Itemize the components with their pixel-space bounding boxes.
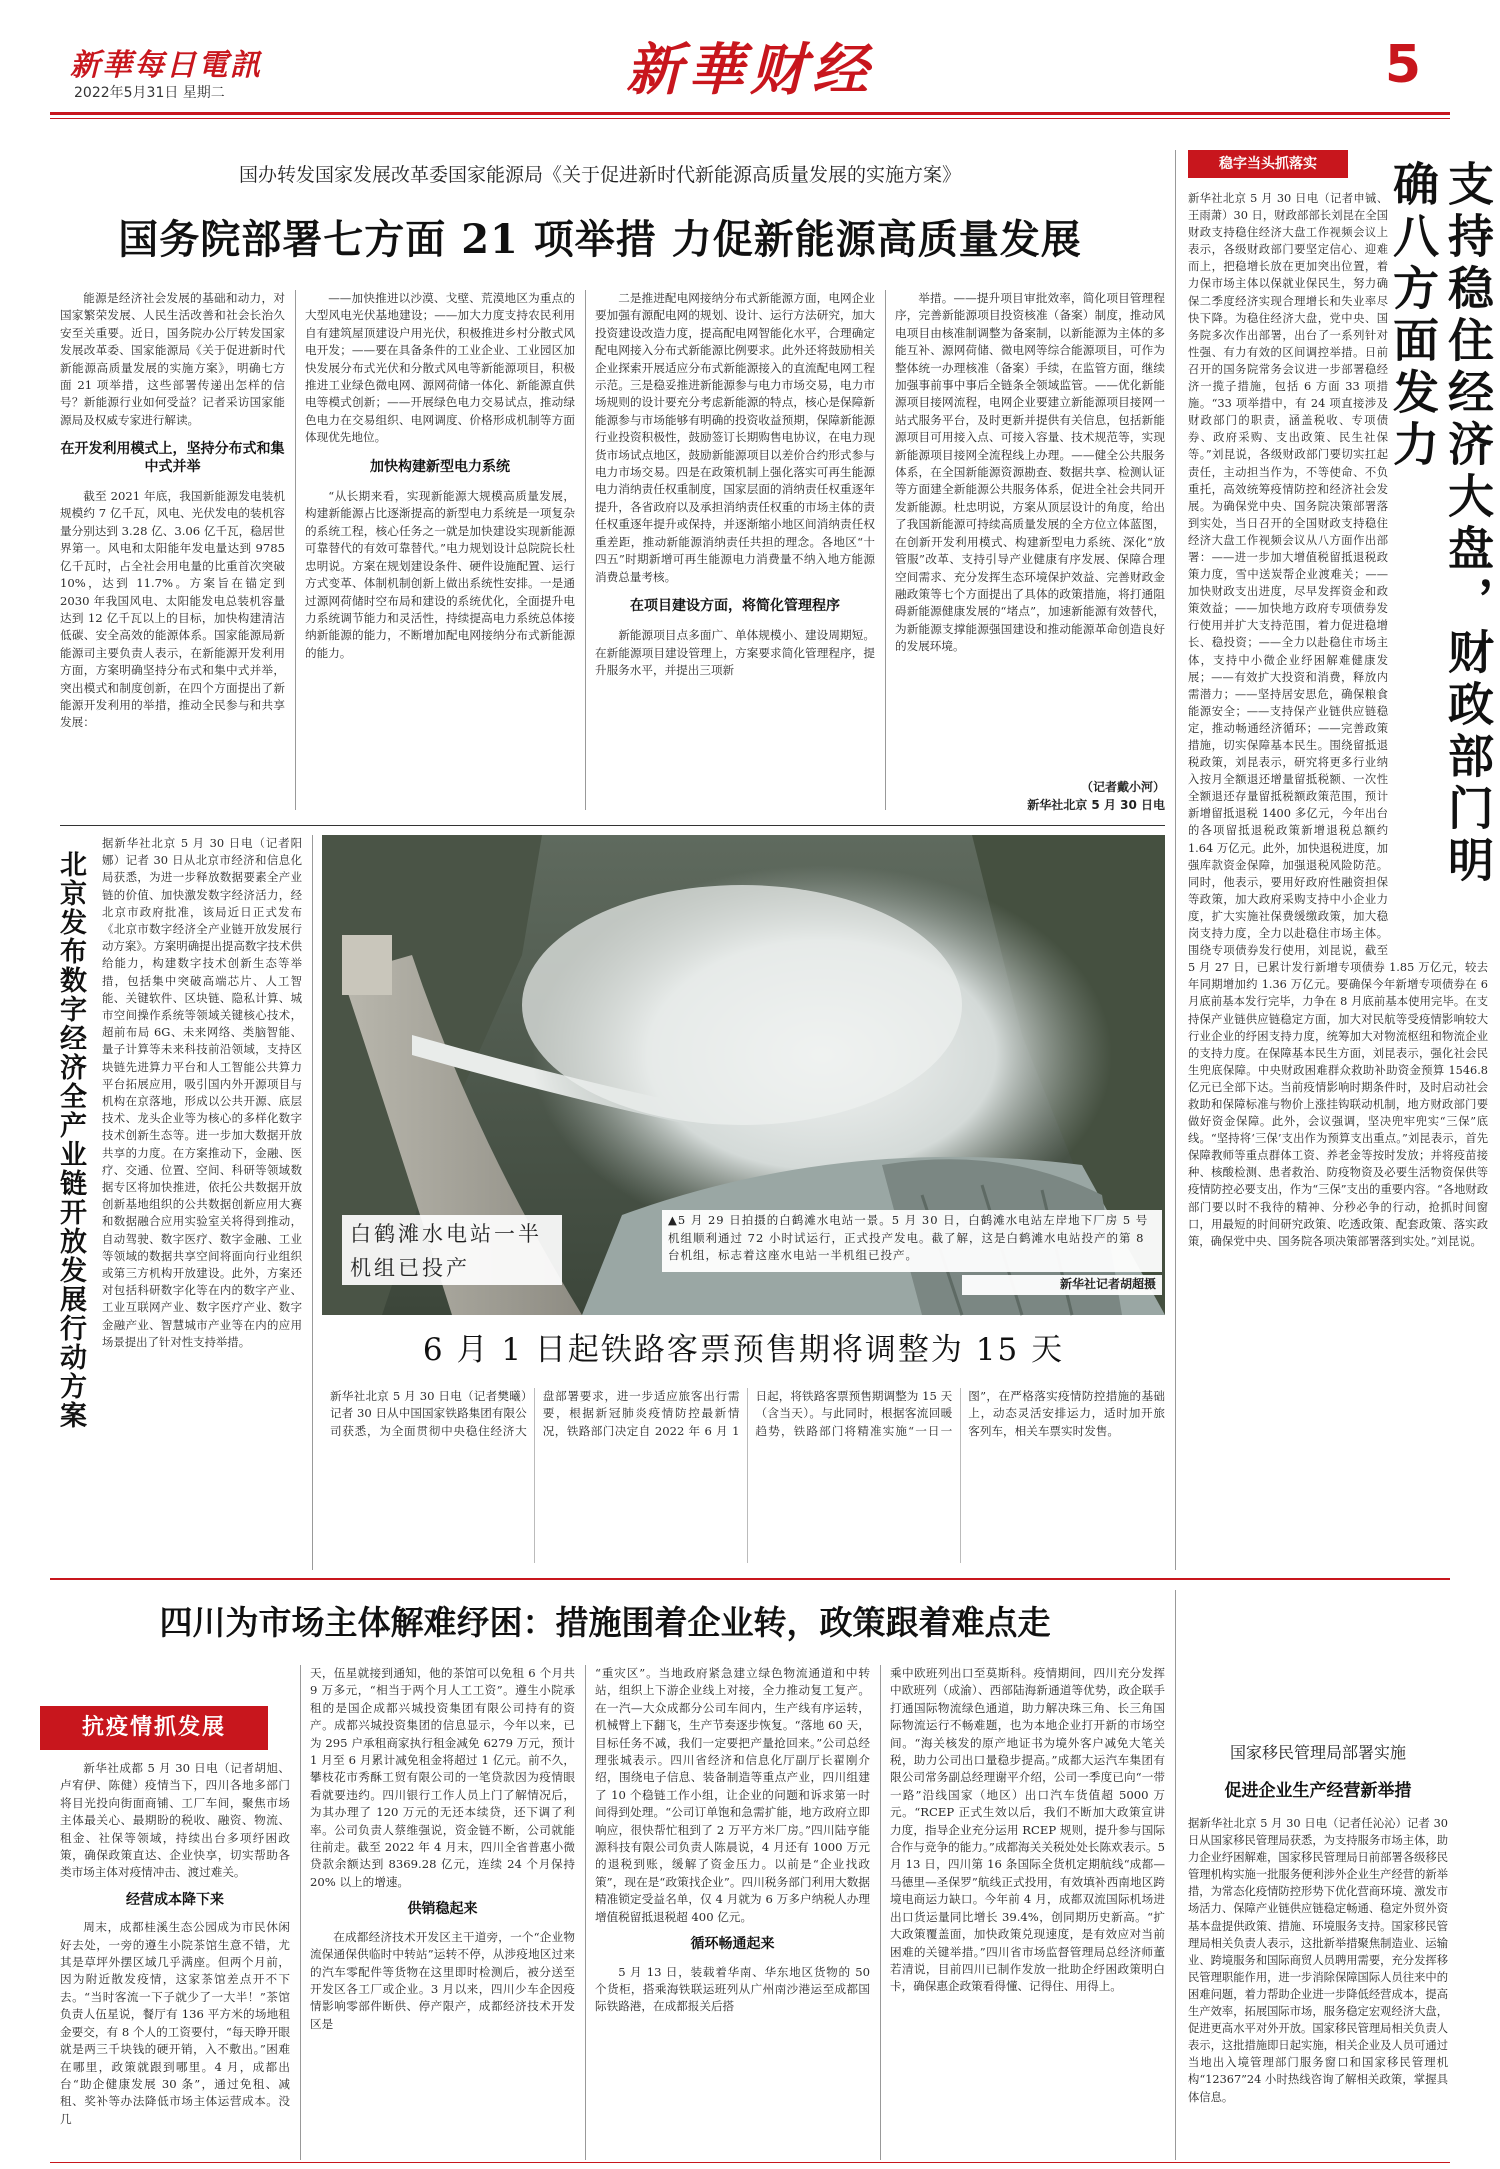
story6-body: 据新华社北京 5 月 30 日电（记者任沁沁）记者 30 日从国家移民管理局获悉，为支持服务市场主体，助力企业纾困解难，国家移民管理局日前部署各级移民管理机构实施一批服务便利涉外企业生产经营的新举措，为常态化疫情防控形势下优化营商环境、激发市场活力、保障产业链供应链稳定畅通、稳定外贸外资基本盘提供政策、措施、环境服务支持。国家移民管理局相关负责人表示，这批新举措聚焦制造业、运输业、跨境服务和国际商贸人员聘用需要，充分发挥移民管理职能作用，进一步消除保障国际人员往来中的困难问题，着力帮助企业进一步降低经营成本，提高生产效率，拓展国际市场，服务稳定宏观经济大盘，促进更高水平对外开放。国家移民管理局相关负责人表示，这批措施即日起实施，相关企业及人员可通过当地出入境管理部门服务窗口和国家移民管理机构“12367”24 小时热线咨询了解相关政策，掌握具体信息。	[1188, 1817, 1448, 2104]
masthead-rule	[50, 112, 1450, 115]
story2-headline: 北京发布数字经济全产业链开放发展行动方案	[55, 850, 86, 1430]
story3-headline: 6 月 1 日起铁路客票预售期将调整为 15 天	[422, 1332, 1065, 1368]
story1-subhead-1: 在开发利用模式上，坚持分布式和集中式并举	[60, 441, 285, 475]
story3-body: 新华社北京 5 月 30 日电（记者樊曦）记者 30 日从中国国家铁路集团有限公司获悉，为全面贯彻中央稳住经济大盘部署要求，进一步适应旅客出行需要，根据新冠肺炎疫情防控最新情况，铁路部门决定自 2022 年 6 月 1 日起，将铁路客票预售期调整为 15 天（含当天）。与此同时，根据客流回暖趋势，铁路部门将精准实施“一日一图”，在严格落实疫情防控措施的基础上，动态灵活安排运力，适时加开旅客列车，相关车票实时发售。	[330, 1389, 1165, 1438]
story1-kicker: 国办转发国家发展改革委国家能源局《关于促进新时代新能源高质量发展的实施方案》	[238, 164, 961, 186]
masthead-rule-thin	[50, 118, 1450, 119]
story1-subhead-3: 在项目建设方面，将简化管理程序	[630, 597, 840, 614]
story5-headline: 四川为市场主体解难纾困：措施围着企业转，政策跟着难点走	[159, 1603, 1051, 1642]
story5-tag	[40, 1706, 268, 1750]
story5-subhead-2: 供销稳起来	[407, 1901, 478, 1918]
story6-kicker: 国家移民管理局部署实施	[1229, 1743, 1406, 1762]
brand-logo: 新華每日電訊	[70, 48, 262, 83]
story5-subhead-1: 经营成本降下来	[126, 1891, 224, 1908]
story1-para-4: 举措。——提升项目审批效率，简化项目管理程序，完善新能源项目投资核准（备案）制度，推动风电项目由核准制调整为备案制，以新能源为主体的多能互补、源网荷储、微电网等综合能源项目，可作为整体统一办理核准（备案）手续，在监管方面，继续加强事前事中事后全链条全领域监管。——优化新能源项目接网流程，电网企业要建立新能源项目接网一站式服务平台，及时更新并提供有关信息，包括新能源项目可用接入点、可接入容量、技术规范等，实现新能源项目接网全流程线上办理。——健全公共服务体系，在全国新能源资源勘查、数据共享、检测认证等方面建全新能源公共服务体系，促进全社会共同开发新能源。杜忠明说，方案从顶层设计的角度，给出了我国新能源可持续高质量发展的全方位立体蓝图，在创新开发利用模式、构建新型电力系统、深化“放管服”改革、支持引导产业健康有序发展、保障合理空间需求、充分发挥生态环境保护效益、完善财政金融政策等七个方面提出了具体的政策措施，将打通阻碍新能源健康发展的“堵点”，加速新能源有效替代，为新能源支撑能源强国建设和推动能源革命创造良好的发展环境。	[895, 291, 1165, 654]
story4-body: 新华社北京 5 月 30 日电（记者申铖、王雨萧）30 日，财政部部长刘昆在全国财政支持稳住经济大盘工作视频会议上表示，各级财政部门要坚定信心、迎难而上，把稳增长放在更加突出位置，着力保市场主体以保就业保民生，努力确保二季度经济实现合理增长和失业率尽快下降。为稳住经济大盘，党中央、国务院多次作出部署，出台了一系列针对性强、有力有效的区间调控举措。日前召开的国务院常务会议进一步部署稳经济一揽子措施，包括 6 方面 33 项措施。“33 项举措中，有 24 项直接涉及财政部门的职责，涵盖税收、专项债券、政府采购、支出政策、民生社保等。”刘昆说，各级财政部门要切实扛起责任，主动担当作为，不等使命、不负重托，高效统筹疫情防控和经济社会发展。为确保党中央、国务院决策部署落到实处，当日召开的全国财政支持稳住经济大盘工作视频会议从八方面作出部署：——进一步加大增值税留抵退税政策力度，雪中送炭帮企业渡难关；——加快财政支出进度，尽早发挥资金和政策效益；——加快地方政府专项债券发行使用并扩大支持范围，着力促进稳增长、稳投资；——全力以赴稳住市场主体，支持中小微企业纾困解难健康发展；——有效扩大投资和消费，释放内需潜力；——坚持居安思危，确保粮食能源安全；——支持保产业链供应链稳定，推动畅通经济循环；——完善政策措施，切实保障基本民生。围绕留抵退税政策，刘昆表示，研究将更多行业纳入按月全额退还增量留抵税额、一次性全额退还存量留抵税额政策范围，预计新增留抵退税 1400 多亿元，今年出台的各项留抵退税政策新增退税总额约 1.64 万亿元。此外，加快退税进度，加强库款资金保障，加强退税风险防范。同时，他表示，要用好政府性融资担保等政策，加大政府采购支持中小企业力度，扩大实施社保费缓缴政策，加大稳岗支持力度，全力以赴稳住市场主体。围绕专项债券发行使用，刘昆说，截至 5 月 27 日，已累计发行新增专项债券 1.85 万亿元，较去年同期增加约 1.36 万亿元。要确保今年新增专项债券在 6 月底前基本发行完毕，力争在 8 月底前基本使用完毕。在支持保产业链供应链稳定方面，加大对民航等受疫情影响较大行业企业的纾困支持力度，统筹加大对物流枢纽和物流企业的支持力度。在保障基本民生方面，刘昆表示，强化社会民生兜底保障。中央财政困难群众救助补助资金预算 1546.8 亿元已全部下达。当前疫情影响时期条件时，及时启动社会救助和保障标准与物价上涨挂钩联动机制，地方财政部门要做好资金保障。此外，会议强调，坚决兜牢兜实“三保”底线。“坚持将‘三保’支出作为预算支出重点。”刘昆表示，首先保障教师等重点群体工资、养老金等按时发放；并将疫苗接种、核酸检测、患者救治、防疫物资及必要生活物资保供等疫情防控必要支出，作为“三保”支出的重要内容。“各地财政部门要以时不我待的精神、分秒必争的行动，抢抓时间窗口，用最短的时间研究政策、吃透政策、配套政策、落实政策，确保党中央、国务院各项决策部署落到实处。”刘昆说。	[1188, 192, 1488, 1248]
story5-subhead-3: 循环畅通起来	[690, 1936, 775, 1953]
photo-caption-title: 白鹤滩水电站一半机组已投产	[342, 1215, 562, 1285]
story1-subhead-2: 加快构建新型电力系统	[370, 458, 510, 475]
story4-headline: 支持稳住经济大盘，财政部门明确八方面发力	[1386, 160, 1495, 888]
story1-dateline: 新华社北京 5 月 30 日电	[1027, 798, 1165, 812]
photo-caption: ▲5 月 29 日拍摄的白鹤滩水电站一景。5 月 30 日，白鹤滩水电站左岸地下厂房 5 号机组顺利通过 72 小时试运行，正式投产发电。截了解，这是白鹤滩水电站投产的第 8 台机组，标志着这座水电站一半机组已投产。	[662, 1210, 1162, 1272]
story2-body: 据新华社北京 5 月 30 日电（记者阳娜）记者 30 日从北京市经济和信息化局获悉，为进一步释放数据要素全产业链的价值、加快激发数字经济活力，经北京市政府批准，该局近日正式发布《北京市数字经济全产业链开放发展行动方案》。方案明确提出提高数字技术供给能力，构建数字技术创新生态等举措，包括集中突破高端芯片、人工智能、关键软件、区块链、隐私计算、城市空间操作系统等领域关键核心技术，超前布局 6G、未来网络、类脑智能、量子计算等未来科技前沿领域，支持区块链先进算力平台和人工智能公共算力平台拓展应用，吸引国内外开源项目与机构在京落地，形成以公共开源、底层技术、龙头企业等为核心的多样化数字技术创新生态等。进一步加大数据开放共享的力度。在方案推动下，金融、医疗、交通、位置、空间、科研等领域数据专区将加快推进，依托公共数据开放创新基地组织的公共数据创新应用大赛和数据融合应用实验室关将得到推动，自动驾驶、数字医疗、数字金融、工业等领域的数据共享空间将面向行业组织或第三方机构开放建设。此外，方案还对包括科研数字化等在内的数字产业、工业互联网产业、数字医疗产业、数字金融产业、智慧城市产业等在内的应用场景提出了针对性支持举措。	[102, 836, 302, 1349]
story1-para-1b: 截至 2021 年底，我国新能源发电装机规模约 7 亿千瓦，风电、光伏发电的装机容量分别达到 3.28 亿、3.06 亿千瓦，稳居世界第一。风电和太阳能年发电量达到 9785 亿千瓦时，占全社会用电量的比重首次突破 10%，达到 11.7%。方案旨在锚定到 2030 年我国风电、太阳能发电总装机容量达到 12 亿千瓦以上的目标，加快构建清洁低碳、安全高效的能源体系。国家能源局新能源司主要负责人表示，在新能源开发利用方面，方案明确坚持分布式和集中式并举，突出模式和制度创新，在四个方面提出了新能源开发利用的举措，推动全民参与和共享发展：	[60, 489, 285, 730]
dam-photo	[322, 835, 1165, 1315]
story1-column-3	[595, 290, 875, 815]
story4-kicker: 稳字当头抓落实	[1188, 150, 1348, 178]
section-title: 新華财经	[626, 37, 874, 103]
story1-para-3: 二是推进配电网接纳分布式新能源方面，电网企业要加强有源配电网的规划、设计、运行方法研究，加大投资建设改造力度，提高配电网智能化水平，合理确定配电网接入分布式新能源比例要求。此外还将鼓励相关企业探索开展适应分布式新能源接入的直流配电网工程示范。三是稳妥推进新能源参与电力市场交易，电力市场规则的设计要充分考虑新能源的特点，核心是保障新能源参与市场能够有明确的投资收益预期，保障新能源行业投资积极性，鼓励签订长期购售电协议，在电力现货市场试点地区，鼓励新能源项目以差价合约形式参与电力市场交易。四是在政策机制上强化落实可再生能源电力消纳责任权重制度，国家层面的消纳责任权重逐年提升，各省政府以及承担消纳责任权重的市场主体的责任权重逐年提升或保持，并逐渐缩小地区间消纳责任权重差距，推动新能源消纳责任共担的理念。各地区“十四五”时期新增可再生能源电力消费量不纳入地方能源消费总量考核。	[595, 291, 875, 584]
story1-headline: 国务院部署七方面 21 项举措 力促新能源高质量发展	[118, 216, 1082, 263]
story1-column-4	[895, 290, 1165, 780]
story1-byline: （记者戴小河）	[1080, 780, 1165, 794]
story5-column-2: 天，伍星就接到通知，他的茶馆可以免租 6 个月共 9 万多元，“相当于两个月人工工资”。遵生小院承租的是国企成都兴城投资集团有限公司持有的资产。成都兴城投资集团的信息显示，今年以来，已为 295 户承租商家执行租金减免 6279 万元，预计 1 月至 6 月累计减免租金将超过 1 亿元。前不久，攀枝花市秀酥工贸有限公司的一笔贷款因为疫情眼看就要违约。四川银行工作人员上门了解情况后，为其办理了 120 万元的无还本续贷，还下调了利率。公司负责人蔡维强说，资金链不断，公司就能往前走。截至 2022 年 4 月末，四川全省普惠小微贷款余额达到 8369.28 亿元，连续 24 个月保持 20% 以上的增速。 供销稳起来 在成都经济技术开发区主干道旁，一个“企业物流保通保供临时中转站”运转不停，从涉疫地区过来的汽车零配件等货物在这里即时检测后，被分送至开发区各工厂或企业。3 月以来，四川少车企因疫情影响零部件断供、停产限产，成都经济技术开发区是	[310, 1666, 575, 2031]
story6-headline: 促进企业生产经营新举措	[1224, 1781, 1412, 1801]
issue-date: 2022年5月31日 星期二	[74, 85, 225, 101]
photo-credit: 新华社记者胡超摄	[962, 1275, 1162, 1295]
story1-column-2	[305, 290, 575, 815]
story1-para-2: ——加快推进以沙漠、戈壁、荒漠地区为重点的大型风电光伏基地建设；——加大力度支持农民利用自有建筑屋顶建设户用光伏，积极推进乡村分散式风电开发；——要在具备条件的工业企业、工业园区加快发展分布式光伏和分散式风电等新能源项目，积极推进工业绿色微电网、源网荷储一体化、新能源直供电等模式创新；——开展绿色电力交易试点，推动绿色电力在交易组织、电网调度、价格形成机制等方面体现优先地位。	[305, 291, 575, 445]
story5-tag-label: 抗疫情抓发展	[81, 1715, 226, 1740]
page-number: 5	[1384, 35, 1422, 95]
story1-para-2b: “从长期来看，实现新能源大规模高质量发展，构建新能源占比逐渐提高的新型电力系统是一项复杂的系统工程，核心任务之一就是加快建设实现新能源可靠替代的有效可靠替代。”电力规划设计总院院长杜忠明说。方案在规划建设条件、硬件设施配置、运行方式变革、体制机制创新上做出系统性安排。一是通过源网荷储时空布局和建设的系统优化，全面提升电力系统调节能力和灵活性，持续提高电力系统总体接纳新能源的能力，不断增加配电网接纳分布式新能源的能力。	[305, 489, 575, 660]
story1-column-1	[60, 290, 285, 815]
masthead	[0, 0, 1500, 130]
story5-column-3: “重灾区”。当地政府紧急建立绿色物流通道和中转站，组织上下游企业线上对接，全力推动复工复产。在一汽—大众成都分公司车间内，生产线有序运转，机械臂上下翻飞，生产节奏逐步恢复。“落地 60 天，目标任务不减，我们一定要把产量抢回来。”公司总经理张城表示。四川省经济和信息化厅副厅长翟刚介绍，围绕电子信息、装备制造等重点产业，四川组建了 10 个稳链工作小组，让企业的问题和诉求第一时间得到处理。“公司订单饱和急需扩能，地方政府立即响应，很快帮忙租到了 2 万平方米厂房。”四川陆亨能源科技有限公司负责人陈晨说，4 月还有 1000 万元的退税到账，缓解了资金压力。以前是“企业找政策”，现在是“政策找企业”。四川税务部门利用大数据精准锁定受益名单，仅 4 月就为 6 万多户纳税人办理增值税留抵退税超 400 亿元。 循环畅通起来 5 月 13 日，装载着华南、华东地区货物的 50 个货柜，搭乘海铁联运班列从广州南沙港运至成都国际铁路港，在成都报关后搭	[595, 1666, 870, 2014]
story1-para-3b: 新能源项目点多面广、单体规模小、建设周期短。在新能源项目建设管理上，方案要求简化管理程序，提升服务水平，并提出三项新	[595, 628, 875, 678]
story1-lead: 能源是经济社会发展的基础和动力，对国家繁荣发展、人民生活改善和社会长治久安至关重要。近日，国务院办公厅转发国家发展改革委、国家能源局《关于促进新时代新能源高质量发展的实施方案》，明确七方面 21 项举措，这些部署传递出怎样的信号？新能源行业如何受益？记者采访国家能源局及权威专家进行解读。	[60, 291, 285, 427]
story5-column-4: 乘中欧班列出口至莫斯科。疫情期间，四川充分发挥中欧班列（成渝）、西部陆海新通道等优势，政企联手打通国际物流绿色通道，助力解决珠三角、长三角国际物流运行不畅难题，也为本地企业打开新的市场空间。“海关核发的原产地证书为境外客户减免大笔关税，助力公司出口量稳步提高。”成都大运汽车集团有限公司常务副总经理谢平介绍，公司一季度已向“一带一路”沿线国家（地区）出口汽车货值超 5000 万元。“RCEP 正式生效以后，我们不断加大政策宣讲力度，指导企业充分运用 RCEP 规则，提升参与国际合作与竞争的能力。”成都海关关税处处长陈欢表示。5 月 13 日，四川第 16 条国际全货机定期航线“成都—马德里—圣保罗”航线正式投用，有效填补西南地区跨境电商运力缺口。今年前 4 月，成都双流国际机场进出口货运量同比增长 39.4%，创同期历史新高。“扩大政策覆盖面，加快政策兑现速度，是有效应对当前困难的关键举措。”四川省市场监督管理局总经济师董若清说，目前四川已制作发放一批助企纾困政策明白卡，确保惠企政策看得懂、记得住、用得上。	[890, 1666, 1165, 1994]
story5-column-1: 新华社成都 5 月 30 日电（记者胡旭、卢宥伊、陈健）疫情当下，四川各地多部门将目光投向街面商铺、工厂车间，聚焦市场主体最关心、最期盼的税收、融资、物流、租金、社保等领域，持续出台多项纾困政策，确保政策直达、企业快享，切实帮助各类市场主体对疫情冲击、渡过难关。 经营成本降下来 周末，成都桂溪生态公园成为市民休闲好去处，一旁的遵生小院茶馆生意不错，尤其是草坪外摆区域几乎满座。但两个月前，因为附近散发疫情，这家茶馆差点开不下去。“当时客流一下子就少了一大半！”茶馆负责人伍星说，餐厅有 136 平方米的场地租金要交，有 8 个人的工资要付，“每天睁开眼就是两三千块钱的硬开销，入不敷出。”困难在哪里，政策就跟到哪里。4 月，成都出台“助企健康发展 30 条”，通过免租、减租、奖补等办法降低市场主体运营成本。没几	[60, 1761, 290, 2126]
